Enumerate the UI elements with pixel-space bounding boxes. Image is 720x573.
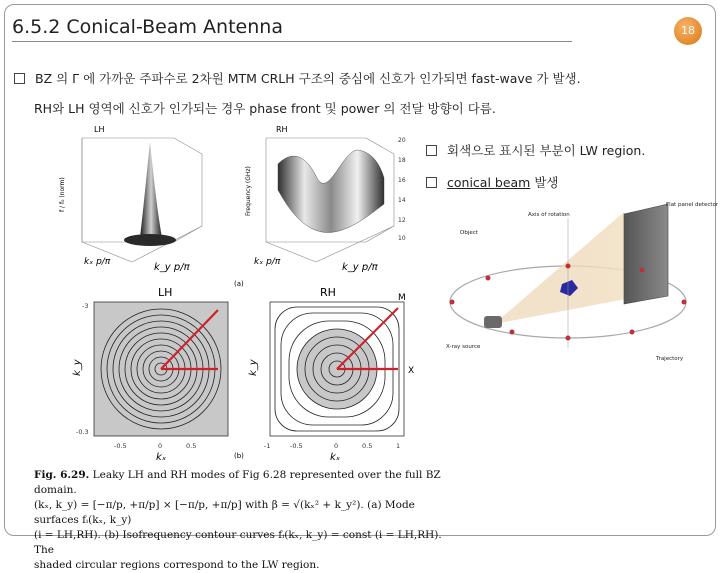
rh-contour-xlabel: kₓ — [330, 452, 341, 463]
caption-line-1: Leaky LH and RH modes of Fig 6.28 represented over the full BZ domain. — [34, 469, 441, 496]
caption-line-4: shaded circular regions correspond to the LW region. — [34, 559, 320, 571]
rh-contour-ylabel: k_y — [248, 359, 259, 376]
conical-beam-illustration — [442, 198, 719, 378]
rh-tick-1: 20 — [398, 137, 406, 144]
lh-plot-ylabel: f / f₀ (norm) — [59, 177, 66, 212]
caption-line-3: (i = LH,RH). (b) Isofrequency contour curves fᵢ(kₓ, k_y) = const (i = LH,RH). The — [34, 529, 442, 556]
slide-number-badge: 18 — [674, 17, 702, 45]
lh-surface-plot — [59, 125, 202, 273]
rh-tick-3: 0 — [334, 442, 339, 450]
figure-b-contours — [58, 284, 418, 462]
title-underline — [12, 41, 572, 42]
slide-title: 6.5.2 Conical-Beam Antenna — [12, 16, 283, 38]
bullet-box-icon — [14, 73, 25, 84]
bullet-1-text: BZ 의 Γ 에 가까운 주파수로 2차원 MTM CRLH 구조의 중심에 신호가 인가되면 fast-wave 가 발생. — [35, 71, 581, 86]
lh-contour-xlabel: kₓ — [156, 452, 167, 463]
bullet-box-icon — [426, 145, 437, 156]
rh-surface-plot — [245, 125, 406, 273]
label-axis-of-rotation: Axis of rotation — [528, 212, 570, 218]
rh-tick-2: 18 — [398, 157, 406, 164]
figure-a-panel-label: (a) — [234, 280, 244, 288]
rh-tick-5: 1 — [396, 442, 401, 450]
sub-bullet-1 — [426, 141, 645, 159]
bullet-1 — [14, 69, 581, 87]
lh-tick-2: -0.5 — [114, 442, 127, 450]
sub-bullet-1-text: 회색으로 표시된 부분이 LW region. — [447, 143, 646, 158]
rh-contour-corner-m: M — [398, 293, 406, 303]
lh-tick-1: -3 — [82, 302, 89, 310]
rh-contour-corner-x: X — [408, 366, 415, 376]
figure-a-mode-surfaces — [54, 124, 424, 290]
lh-plot-xlabel-2: k_y p/π — [154, 262, 190, 273]
lh-contour-ylabel: k_y — [72, 359, 83, 376]
rh-tick-3: 16 — [398, 177, 406, 184]
sub-bullet-2-rest: 발생 — [530, 175, 559, 190]
label-x-ray-source: X-ray source — [446, 344, 481, 350]
lh-tick-3: 0 — [158, 442, 163, 450]
rh-contour-plot — [248, 286, 414, 463]
caption-line-2: (kₓ, k_y) = [−π/p, +π/p] × [−π/p, +π/p] with β = √(kₓ² + k_y²). (a) Mode surfaces fᵢ(kₓ, k_y) — [34, 499, 415, 526]
lh-contour-plot — [72, 286, 228, 463]
rh-tick-4: 14 — [398, 197, 406, 204]
rh-plot-xlabel-1: kₓ p/π — [254, 257, 281, 267]
rh-plot-xlabel-2: k_y p/π — [342, 262, 378, 273]
lh-contour-title: LH — [158, 286, 173, 299]
bullet-1-continued: RH와 LH 영역에 신호가 인가되는 경우 phase front 및 power 의 전달 방향이 다름. — [34, 101, 496, 116]
lh-plot-xlabel-1: kₓ p/π — [84, 257, 111, 267]
rh-tick-4: 0.5 — [362, 442, 373, 450]
lh-plot-title: LH — [94, 125, 105, 134]
rh-plot-ylabel: Frequency (GHz) — [245, 166, 252, 216]
rh-tick-5: 12 — [398, 217, 406, 224]
rh-plot-title: RH — [276, 125, 288, 134]
label-flat-panel: Flat panel detector — [666, 202, 719, 208]
rh-tick-6: 10 — [398, 235, 406, 242]
label-trajectory: Trajectory — [656, 356, 684, 362]
rh-tick-2: -0.5 — [290, 442, 303, 450]
caption-fig-number: Fig. 6.29. — [34, 469, 90, 481]
figure-caption — [34, 468, 450, 573]
label-object: Object — [460, 230, 478, 236]
rh-tick-1: -1 — [264, 442, 271, 450]
lh-tick-4: 0.5 — [186, 442, 197, 450]
figure-b-panel-label: (b) — [234, 452, 244, 460]
x-ray-source — [484, 316, 502, 328]
sub-bullet-2-underlined: conical beam — [447, 175, 531, 190]
bullet-box-icon — [426, 177, 437, 188]
rh-contour-title: RH — [320, 286, 336, 299]
lh-tick-5: -0.3 — [76, 428, 89, 436]
flat-panel-detector — [624, 204, 668, 304]
sub-bullet-2 — [426, 173, 558, 191]
